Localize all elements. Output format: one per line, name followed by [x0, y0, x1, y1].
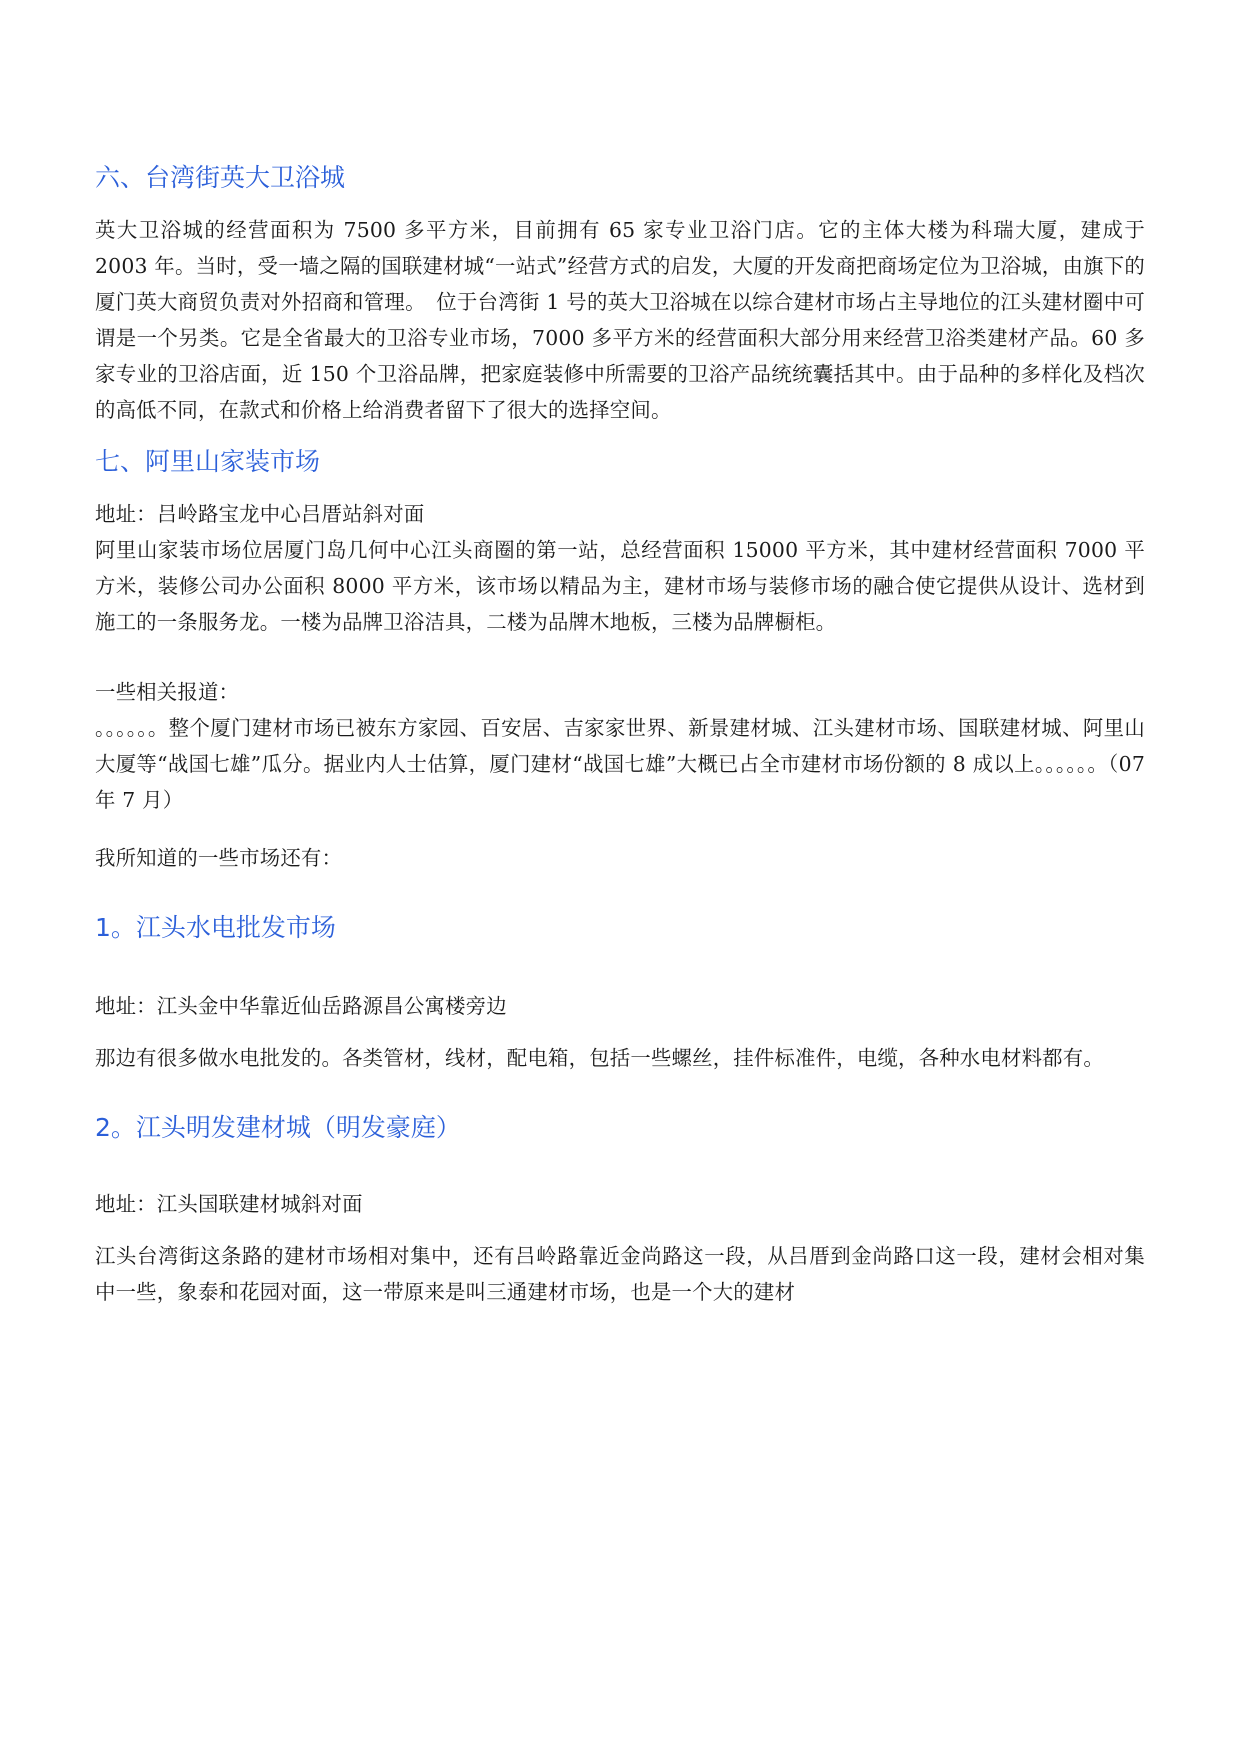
reports-body: 。。。。。。整个厦门建材市场已被东方家园、百安居、吉家家世界、新景建材城、江头建材市场、国联建材城、阿里山大厦等“战国七雄”瓜分。据业内人士估算，厦门建材“战国七雄”大概已占全市建材市场份额的 8 成以上。。。。。。（07 年 7 月）: [95, 716, 1145, 812]
section-body-alishan: 阿里山家装市场位居厦门岛几何中心江头商圈的第一站，总经营面积 15000 平方米，其中建材经营面积 7000 平方米，装修公司办公面积 8000 平方米，该市场以精品为主，建材市场与装修市场的融合使它提供从设计、选材到施工的一条服务龙。一楼为品牌卫浴洁具，二楼为品牌木地板，三楼为品牌橱柜。: [95, 538, 1145, 634]
known-markets-intro: 我所知道的一些市场还有：: [95, 846, 343, 870]
address-mingfa: 地址：江头国联建材城斜对面: [95, 1192, 363, 1216]
document-page: [95, 160, 1145, 1310]
section-heading-alishan: 七、阿里山家装市场: [95, 447, 321, 476]
address-jiangtou-shuidian: 地址：江头金中华靠近仙岳路源昌公寓楼旁边: [95, 994, 507, 1018]
market-body-jiangtou-shuidian: 那边有很多做水电批发的。各类管材，线材，配电箱，包括一些螺丝，挂件标准件，电缆，各种水电材料都有。: [95, 1046, 1104, 1070]
reports-label: 一些相关报道：: [95, 680, 240, 704]
section-body-yingda: 英大卫浴城的经营面积为 7500 多平方米，目前拥有 65 家专业卫浴门店。它的主体大楼为科瑞大厦，建成于 2003 年。当时，受一墙之隔的国联建材城“一站式”经营方式的启发，大厦的开发商把商场定位为卫浴城，由旗下的厦门英大商贸负责对外招商和管理。 位于台湾街 1 号的英大卫浴城在以综合建材市场占主导地位的江头建材圈中可谓是一个另类。它是全省最大的卫浴专业市场，7000 多平方米的经营面积大部分用来经营卫浴类建材产品。60 多家专业的卫浴店面，近 150 个卫浴品牌，把家庭装修中所需要的卫浴产品统统囊括其中。由于品种的多样化及档次的高低不同，在款式和价格上给消费者留下了很大的选择空间。: [95, 218, 1145, 422]
market-heading-mingfa: 2。江头明发建材城（明发豪庭）: [95, 1113, 461, 1142]
address-alishan: 地址：吕岭路宝龙中心吕厝站斜对面: [95, 502, 425, 526]
section-heading-yingda: 六、台湾街英大卫浴城: [95, 163, 346, 192]
market-body-mingfa: 江头台湾街这条路的建材市场相对集中，还有吕岭路靠近金尚路这一段，从吕厝到金尚路口这一段，建材会相对集中一些，象泰和花园对面，这一带原来是叫三通建材市场，也是一个大的建材: [95, 1244, 1145, 1304]
market-heading-jiangtou-shuidian: 1。江头水电批发市场: [95, 913, 336, 942]
